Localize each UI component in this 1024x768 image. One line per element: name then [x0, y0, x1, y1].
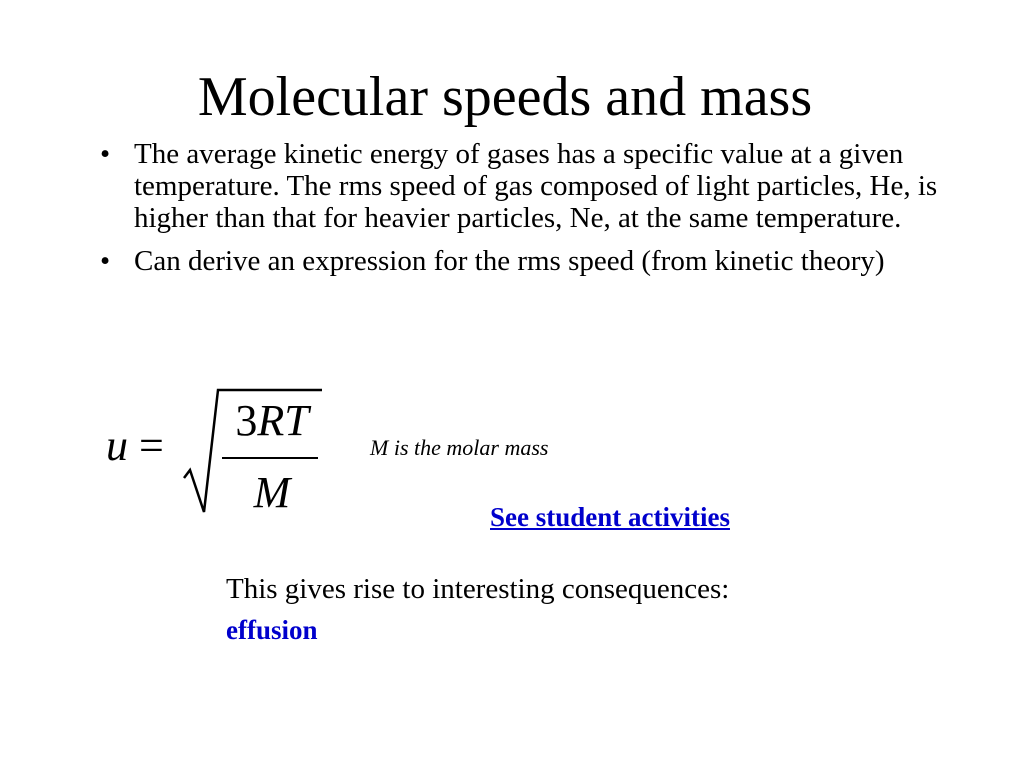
bullet-marker: •: [100, 138, 111, 170]
bullet-item: [98, 138, 948, 234]
bullet-text: Can derive an expression for the rms speed (from kinetic theory): [134, 245, 885, 277]
bullet-item: [98, 245, 948, 277]
formula-numerator: [222, 396, 322, 446]
slide-title: Molecular speeds and mass: [197, 66, 813, 128]
bullet-text: The average kinetic energy of gases has a specific value at a given temperature. The rms speed of gas composed of light particles, He, is higher than that for heavier particles, Ne, at the same temperature.: [134, 138, 938, 234]
rms-speed-formula: [100, 382, 340, 522]
formula-num-vars: RT: [257, 396, 309, 445]
effusion-link[interactable]: effusion: [226, 615, 318, 645]
formula-denominator: M: [253, 468, 291, 517]
molar-mass-note: M is the molar mass: [370, 435, 549, 460]
bullet-list: [98, 138, 948, 288]
formula-equals: =: [128, 421, 164, 470]
consequences-text: This gives rise to interesting consequences:: [226, 573, 730, 605]
bullet-marker: •: [100, 245, 111, 277]
student-activities-link[interactable]: See student activities: [490, 502, 730, 532]
formula-lhs: [106, 420, 164, 472]
formula-var-u: u: [106, 421, 128, 470]
formula-num-coef: 3: [235, 396, 258, 445]
